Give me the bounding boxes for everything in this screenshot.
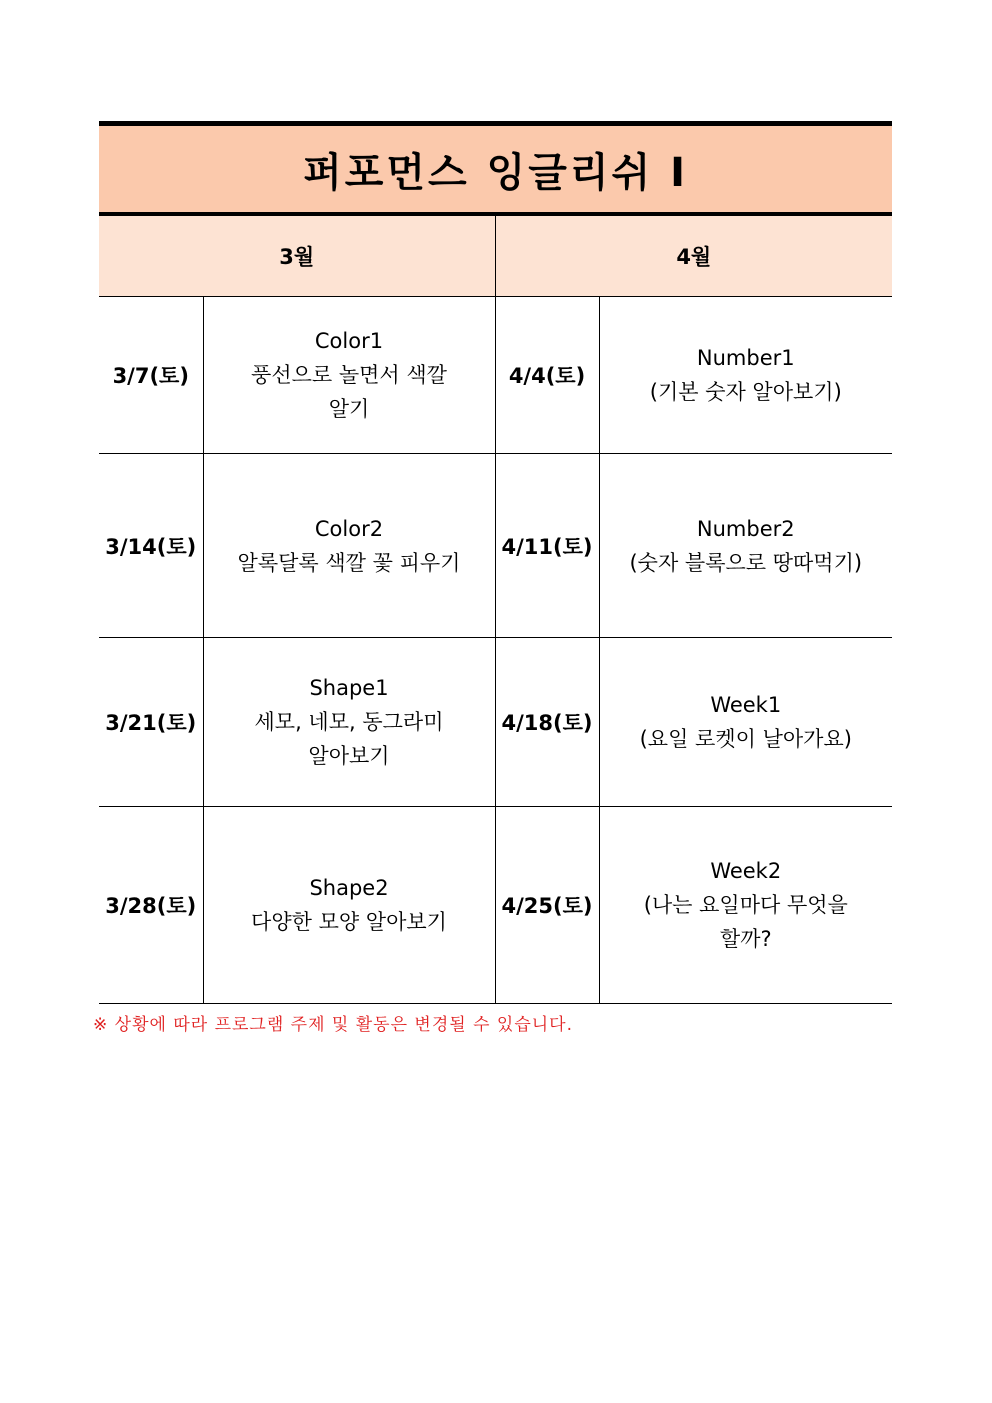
activity-line: 알기: [328, 397, 370, 421]
march-activity: [203, 297, 495, 454]
activity-line: Shape1: [309, 676, 389, 700]
change-notice: ※ 상황에 따라 프로그램 주제 및 활동은 변경될 수 있습니다.: [93, 1015, 573, 1035]
page-title: 퍼포먼스 잉글리쉬 I: [99, 124, 892, 215]
activity-line: 다양한 모양 알아보기: [251, 910, 447, 934]
activity-line: 알록달록 색깔 꽃 피우기: [237, 550, 461, 575]
activity-line: (숫자 블록으로 땅따먹기): [629, 550, 863, 575]
activity-line: Number2: [696, 516, 795, 541]
activity-line: 알아보기: [308, 744, 390, 768]
activity-line: Color1: [314, 329, 384, 353]
march-date: 3/28(토): [99, 807, 203, 1004]
table-row: [99, 638, 892, 807]
activity-line: 풍선으로 놀면서 색깔: [251, 363, 447, 387]
april-date: 4/11(토): [495, 454, 599, 638]
table-row: [99, 454, 892, 638]
march-activity: [203, 454, 495, 638]
march-date: 3/14(토): [99, 454, 203, 638]
month-header-april: 4월: [495, 214, 892, 297]
april-date: 4/18(토): [495, 638, 599, 807]
activity-line: (요일 로켓이 날아가요): [639, 727, 852, 751]
april-activity: [599, 638, 892, 807]
march-date: 3/21(토): [99, 638, 203, 807]
april-activity: [599, 297, 892, 454]
activity-line: (기본 숫자 알아보기): [649, 380, 842, 404]
schedule-sheet: [99, 121, 892, 1004]
april-date: 4/4(토): [495, 297, 599, 454]
month-header-row: [99, 214, 892, 297]
activity-line: 세모, 네모, 동그라미: [254, 710, 444, 734]
april-activity: [599, 807, 892, 1004]
march-activity: [203, 807, 495, 1004]
title-row: [99, 124, 892, 215]
activity-line: (나는 요일마다 무엇을: [643, 893, 848, 917]
march-date: 3/7(토): [99, 297, 203, 454]
activity-line: Week1: [710, 693, 782, 717]
april-activity: [599, 454, 892, 638]
activity-line: Number1: [696, 346, 795, 370]
march-activity: [203, 638, 495, 807]
april-date: 4/25(토): [495, 807, 599, 1004]
activity-line: Shape2: [309, 876, 389, 900]
month-header-march: 3월: [99, 214, 495, 297]
activity-line: 할까?: [719, 927, 772, 951]
activity-line: Week2: [710, 859, 782, 883]
table-row: [99, 807, 892, 1004]
schedule-table: [99, 121, 892, 1004]
table-row: [99, 297, 892, 454]
activity-line: Color2: [314, 516, 384, 541]
